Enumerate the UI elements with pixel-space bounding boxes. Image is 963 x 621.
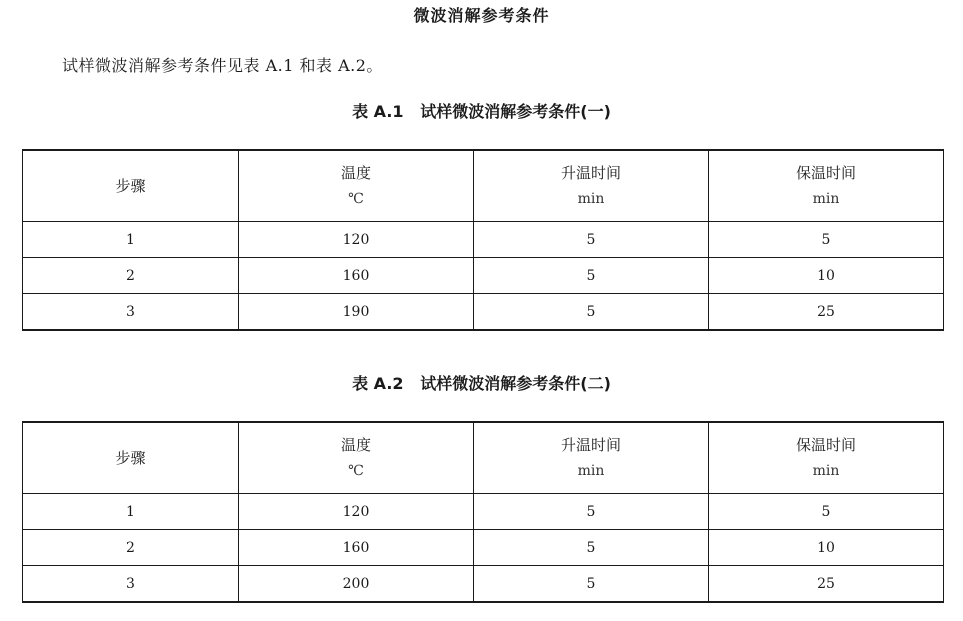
cell-hold: 25 [709,566,944,603]
cell-step: 2 [23,258,239,294]
table-row [23,222,944,258]
cell-ramp: 5 [474,258,709,294]
cell-temp: 200 [239,566,474,603]
header-ramp-label: 升温时间 [560,436,621,454]
table-header-row [23,150,944,222]
cell-step: 3 [23,294,239,331]
header-step [23,422,239,494]
table-a1-caption: 表 A.1 试样微波消解参考条件(一) [352,102,611,121]
table-row [23,494,944,530]
cell-ramp: 5 [474,494,709,530]
header-ramp-label: 升温时间 [560,164,621,182]
header-step [23,150,239,222]
header-step-label: 步骤 [115,449,146,467]
header-hold-unit: min [812,463,840,479]
cell-ramp: 5 [474,222,709,258]
header-hold-unit: min [812,191,840,207]
cell-hold: 5 [709,494,944,530]
section-heading: 微波消解参考条件 [413,6,550,25]
header-step-label: 步骤 [115,177,146,195]
cell-temp: 160 [239,258,474,294]
header-hold-label: 保温时间 [795,436,856,454]
header-hold-label: 保温时间 [795,164,856,182]
table-header-row [23,422,944,494]
cell-temp: 160 [239,530,474,566]
table-a2 [22,421,944,603]
cell-hold: 10 [709,530,944,566]
cell-hold: 10 [709,258,944,294]
cell-ramp: 5 [474,530,709,566]
table-row [23,258,944,294]
table-a1 [22,149,944,331]
table-a2-caption: 表 A.2 试样微波消解参考条件(二) [352,374,611,393]
header-temp-label: 温度 [340,436,371,454]
header-temp [239,150,474,222]
header-temp [239,422,474,494]
header-ramp [474,422,709,494]
header-ramp [474,150,709,222]
cell-temp: 120 [239,222,474,258]
cell-hold: 5 [709,222,944,258]
header-ramp-unit: min [577,191,605,207]
header-hold [709,422,944,494]
intro-paragraph: 试样微波消解参考条件见表 A.1 和表 A.2。 [62,56,383,75]
cell-step: 1 [23,494,239,530]
cell-temp: 190 [239,294,474,331]
table-row [23,530,944,566]
table-row [23,566,944,603]
header-temp-unit: ℃ [348,463,364,479]
header-temp-label: 温度 [340,164,371,182]
cell-temp: 120 [239,494,474,530]
cell-step: 1 [23,222,239,258]
header-ramp-unit: min [577,463,605,479]
cell-ramp: 5 [474,294,709,331]
header-temp-unit: ℃ [348,191,364,207]
cell-step: 3 [23,566,239,603]
cell-ramp: 5 [474,566,709,603]
cell-step: 2 [23,530,239,566]
header-hold [709,150,944,222]
cell-hold: 25 [709,294,944,331]
table-row [23,294,944,331]
